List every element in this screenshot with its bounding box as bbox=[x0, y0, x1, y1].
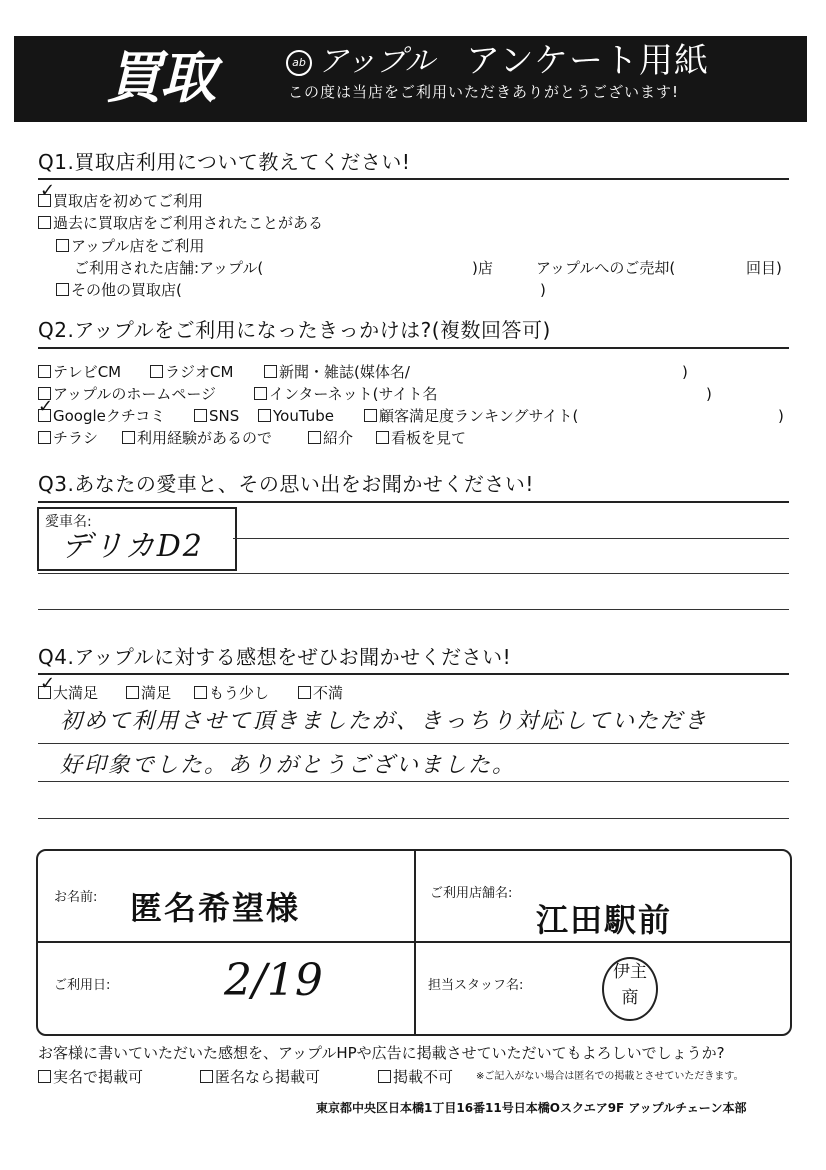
consent-question: お客様に書いていただいた感想を、アップルHPや広告に掲載させていただいてもよろしいでしょうか? bbox=[38, 1044, 725, 1062]
checkbox-experience[interactable] bbox=[122, 431, 135, 444]
date-value: 2/19 bbox=[224, 955, 323, 1006]
q1-used-before-label: 過去に買取店をご利用されたことがある bbox=[53, 214, 324, 232]
q4-title: Q4.アップルに対する感想をぜひお聞かせください! bbox=[38, 645, 512, 669]
q3-answer-line bbox=[233, 538, 789, 539]
q2-referral-label: 紹介 bbox=[323, 429, 354, 447]
date-label: ご利用日: bbox=[54, 978, 111, 993]
q2-youtube-label: YouTube bbox=[273, 407, 334, 425]
q2-flyer-label: チラシ bbox=[53, 429, 99, 447]
company-address: 東京都中央区日本橋1丁目16番11号日本橋Oスクエア9F アップルチェーン本部 bbox=[316, 1101, 747, 1115]
q4-divider bbox=[38, 673, 789, 675]
q2-sns-label: SNS bbox=[209, 407, 240, 425]
q2-internet-label: インターネット(サイト名 bbox=[269, 385, 438, 403]
q4-comment-line-1: 初めて利用させて頂きましたが、きっちり対応していただき bbox=[60, 709, 709, 734]
consent-real-name-label: 実名で掲載可 bbox=[53, 1068, 144, 1086]
q1-first-time-label: 買取店を初めてご利用 bbox=[53, 192, 204, 210]
staff-field[interactable] bbox=[416, 943, 790, 1034]
q3-divider bbox=[38, 501, 789, 503]
checkbox-unsatisfied[interactable] bbox=[298, 686, 311, 699]
q2-newspaper-close: ) bbox=[682, 363, 688, 381]
consent-anonymous-label: 匿名なら掲載可 bbox=[215, 1068, 321, 1086]
apple-logo bbox=[286, 42, 435, 82]
consent-option-anonymous[interactable] bbox=[200, 1067, 320, 1087]
checkbox-used-before[interactable] bbox=[38, 216, 51, 229]
checkbox-sns[interactable] bbox=[194, 409, 207, 422]
customer-info-box bbox=[36, 849, 792, 1036]
store-value: 江田駅前 bbox=[536, 901, 673, 939]
q1-option-first-time[interactable] bbox=[38, 191, 203, 211]
checkbox-tv[interactable] bbox=[38, 365, 51, 378]
q2-internet-close: ) bbox=[706, 385, 712, 403]
apple-logo-text: アップル bbox=[318, 44, 435, 79]
q2-option-radio[interactable] bbox=[150, 362, 233, 382]
q2-title: Q2.アップルをご利用になったきっかけは?(複数回答可) bbox=[38, 318, 551, 342]
q4-option-unsatisfied[interactable] bbox=[298, 683, 343, 703]
name-label: お名前: bbox=[54, 890, 98, 905]
q1-store-used-prefix: ご利用された店舗:アップル( bbox=[74, 259, 264, 277]
consent-option-not-allowed[interactable] bbox=[378, 1067, 453, 1087]
q1-divider bbox=[38, 178, 789, 180]
q4-somewhat-label: もう少し bbox=[209, 684, 270, 702]
checkbox-apple-store[interactable] bbox=[56, 239, 69, 252]
staff-seal-stamp bbox=[602, 957, 658, 1021]
q1-sale-count-suffix: 回目) bbox=[746, 259, 782, 277]
q2-signboard-label: 看板を見て bbox=[391, 429, 467, 447]
q1-store-used-suffix: )店 bbox=[472, 259, 493, 277]
q2-newspaper-label: 新聞・雑誌(媒体名/ bbox=[279, 363, 410, 381]
q1-title: Q1.買取店利用について教えてください! bbox=[38, 150, 411, 174]
q2-option-sns[interactable] bbox=[194, 406, 239, 426]
checkbox-flyer[interactable] bbox=[38, 431, 51, 444]
q2-experience-label: 利用経験があるので bbox=[137, 429, 273, 447]
q1-sale-count-prefix: アップルへのご売却( bbox=[536, 259, 676, 277]
q1-option-other-store[interactable] bbox=[56, 280, 182, 300]
checkbox-signboard[interactable] bbox=[376, 431, 389, 444]
q1-apple-store-label: アップル店をご利用 bbox=[71, 237, 205, 255]
name-field[interactable] bbox=[38, 851, 414, 941]
q1-option-apple-store[interactable] bbox=[56, 236, 204, 256]
car-name-value: デリカD2 bbox=[61, 529, 204, 564]
name-value: 匿名希望様 bbox=[130, 889, 301, 927]
q2-radio-label: ラジオCM bbox=[165, 363, 234, 381]
q2-option-homepage[interactable] bbox=[38, 384, 216, 404]
q2-option-referral[interactable] bbox=[308, 428, 353, 448]
consent-note: ※ご記入がない場合は匿名での掲載とさせていただきます。 bbox=[476, 1071, 744, 1082]
staff-label: 担当スタッフ名: bbox=[428, 978, 524, 993]
consent-not-allowed-label: 掲載不可 bbox=[393, 1068, 454, 1086]
form-subtitle: この度は当店をご利用いただきありがとうございます! bbox=[288, 83, 680, 101]
q4-answer-line bbox=[38, 818, 789, 819]
q2-option-experience[interactable] bbox=[122, 428, 272, 448]
checkbox-radio[interactable] bbox=[150, 365, 163, 378]
checkbox-somewhat[interactable] bbox=[194, 686, 207, 699]
q2-option-signboard[interactable] bbox=[376, 428, 466, 448]
q1-other-store-suffix: ) bbox=[540, 281, 546, 299]
q4-answer-line bbox=[38, 743, 789, 744]
consent-option-real-name[interactable] bbox=[38, 1067, 143, 1087]
q2-option-ranking[interactable] bbox=[364, 406, 578, 426]
header-banner bbox=[14, 36, 807, 122]
checkbox-ranking[interactable] bbox=[364, 409, 377, 422]
q4-comment-line-2: 好印象でした。ありがとうございました。 bbox=[60, 753, 517, 778]
q3-title: Q3.あなたの愛車と、その思い出をお聞かせください! bbox=[38, 472, 534, 496]
check-mark-icon: ✓ bbox=[40, 180, 56, 201]
q4-answer-line bbox=[38, 781, 789, 782]
q2-option-newspaper[interactable] bbox=[264, 362, 410, 382]
checkbox-internet[interactable] bbox=[254, 387, 267, 400]
q4-very-satisfied-label: 大満足 bbox=[53, 684, 99, 702]
q3-answer-line bbox=[38, 573, 789, 574]
q2-option-youtube[interactable] bbox=[258, 406, 334, 426]
q2-homepage-label: アップルのホームページ bbox=[53, 385, 217, 403]
checkbox-referral[interactable] bbox=[308, 431, 321, 444]
q2-option-internet[interactable] bbox=[254, 384, 437, 404]
date-field[interactable] bbox=[38, 943, 414, 1034]
q2-ranking-close: ) bbox=[778, 407, 784, 425]
stamp-top-text: 伊主 bbox=[613, 962, 647, 982]
checkbox-anonymous[interactable] bbox=[200, 1070, 213, 1083]
q4-satisfied-label: 満足 bbox=[141, 684, 172, 702]
q2-google-label: Googleクチコミ bbox=[53, 407, 166, 425]
q2-ranking-label: 顧客満足度ランキングサイト( bbox=[379, 407, 579, 425]
car-name-field[interactable] bbox=[37, 507, 237, 571]
store-label: ご利用店舗名: bbox=[430, 886, 513, 901]
car-name-label: 愛車名: bbox=[45, 514, 92, 530]
checkbox-real-name[interactable] bbox=[38, 1070, 51, 1083]
store-field[interactable] bbox=[416, 851, 790, 941]
q2-divider bbox=[38, 347, 789, 349]
kaitori-logo-text: 買取 bbox=[106, 46, 214, 111]
check-mark-icon: ✓ bbox=[40, 673, 56, 694]
stamp-bottom-text: 商 bbox=[621, 988, 639, 1008]
q4-option-somewhat[interactable] bbox=[194, 683, 269, 703]
q2-option-flyer[interactable] bbox=[38, 428, 98, 448]
q1-option-used-before[interactable] bbox=[38, 213, 323, 233]
checkbox-newspaper[interactable] bbox=[264, 365, 277, 378]
q2-tv-label: テレビCM bbox=[53, 363, 122, 381]
q2-option-tv[interactable] bbox=[38, 362, 121, 382]
form-title: アンケート用紙 bbox=[466, 41, 709, 81]
q3-answer-line bbox=[38, 609, 789, 610]
q1-other-store-label: その他の買取店( bbox=[71, 281, 182, 299]
checkbox-youtube[interactable] bbox=[258, 409, 271, 422]
checkbox-satisfied[interactable] bbox=[126, 686, 139, 699]
check-mark-icon: ✓ bbox=[38, 396, 54, 417]
checkbox-not-allowed[interactable] bbox=[378, 1070, 391, 1083]
q4-unsatisfied-label: 不満 bbox=[313, 684, 344, 702]
q2-option-google[interactable] bbox=[38, 406, 165, 426]
q4-option-satisfied[interactable] bbox=[126, 683, 171, 703]
apple-logo-mark: ab bbox=[286, 50, 312, 76]
checkbox-other-store[interactable] bbox=[56, 283, 69, 296]
